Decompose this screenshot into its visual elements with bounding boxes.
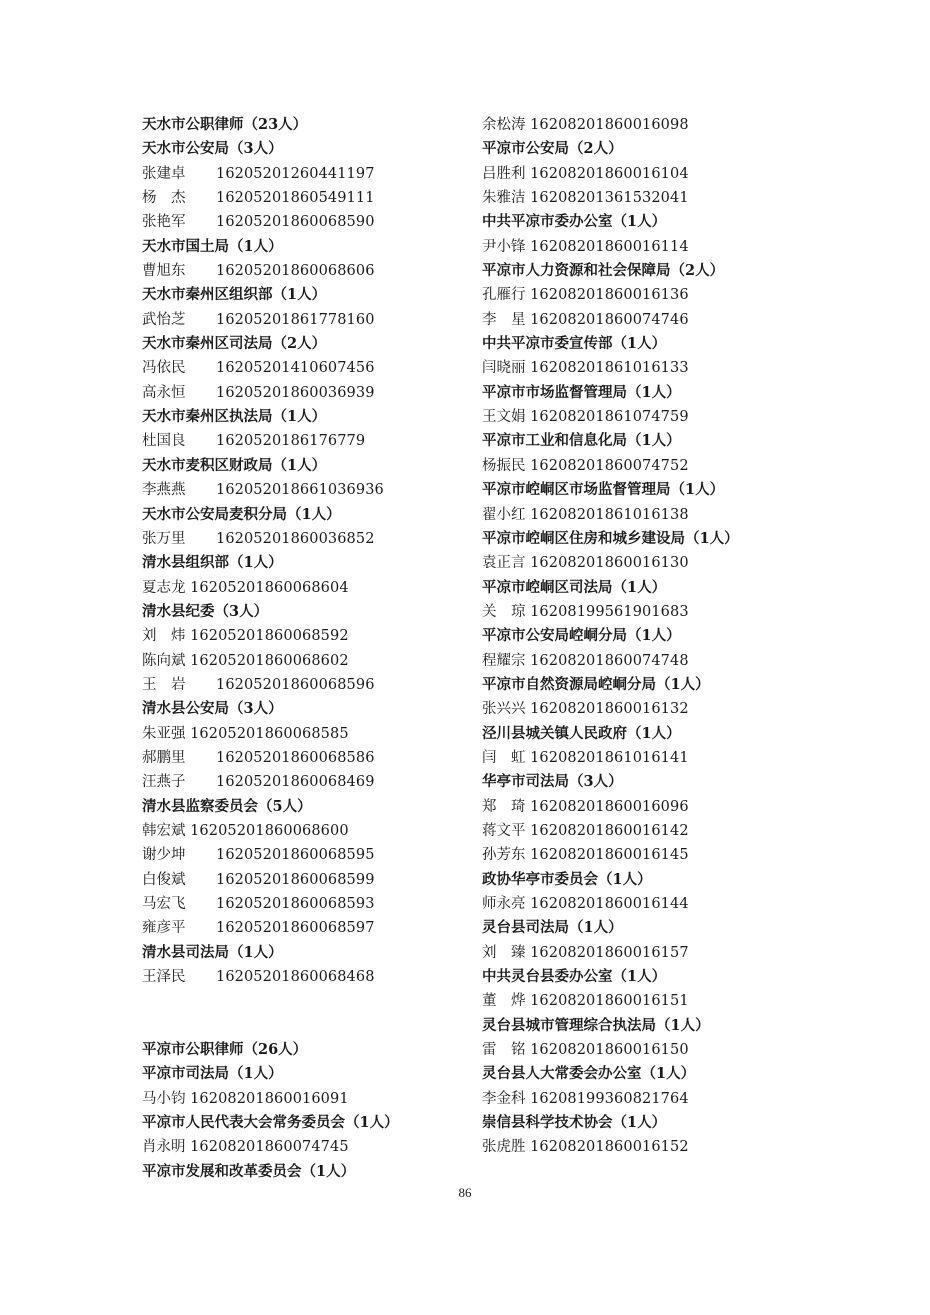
person-entry [482, 600, 922, 624]
person-name: 张万里 [142, 530, 186, 547]
section-heading: 崇信县科学技术协会（1人） [482, 1114, 667, 1132]
person-entry [482, 697, 922, 721]
section-heading: 灵台县司法局（1人） [482, 919, 623, 937]
person-entry [482, 746, 922, 770]
license-number: 16208201861016133 [530, 360, 689, 377]
license-number: 16205201410607456 [216, 360, 375, 377]
person-name: 师永亮 [482, 896, 526, 912]
person-name: 汪燕子 [142, 774, 186, 791]
license-number: 16208201860016151 [530, 993, 689, 1010]
person-name: 张艳军 [142, 214, 186, 231]
section-heading: 中共平凉市委办公室（1人） [482, 213, 667, 231]
person-name: 曹旭东 [142, 263, 186, 280]
person-name: 程耀宗 [482, 652, 526, 669]
license-number: 1620520186176779 [216, 433, 366, 450]
person-name: 郑 琦 [482, 798, 526, 815]
section-heading: 清水县监察委员会（5人） [142, 797, 312, 815]
section-heading: 天水市秦州区执法局（1人） [142, 408, 327, 426]
person-entry [482, 113, 922, 137]
person-entry [142, 381, 472, 405]
person-entry [482, 819, 922, 843]
license-number: 16205201860068597 [216, 920, 375, 937]
person-name: 杨振民 [482, 457, 526, 474]
section-heading: 天水市秦州区司法局（2人） [142, 335, 327, 353]
person-name: 马小钧 [142, 1090, 186, 1107]
license-number: 16205201860549111 [216, 190, 375, 207]
license-number: 16208201860016096 [530, 798, 689, 815]
person-entry [142, 478, 472, 502]
section-heading: 平凉市人力资源和社会保障局（2人） [482, 262, 725, 280]
person-entry [482, 989, 922, 1013]
person-entry [482, 1135, 922, 1159]
person-name: 韩宏斌 [142, 822, 186, 839]
person-name: 马宏飞 [142, 896, 186, 912]
license-number: 162052018661036936 [216, 482, 384, 499]
person-entry [142, 770, 472, 794]
license-number: 16205201860068590 [216, 214, 375, 231]
license-number: 16205201860068586 [216, 749, 375, 766]
person-entry [142, 819, 472, 843]
person-entry [482, 649, 922, 673]
license-number: 16208201860074745 [190, 1139, 349, 1156]
license-number: 16205201860068469 [216, 774, 375, 791]
section-heading: 平凉市自然资源局崆峒分局（1人） [482, 675, 710, 693]
license-number: 16205201860068596 [216, 676, 375, 693]
person-entry [482, 283, 922, 307]
license-number: 16208201860074752 [530, 457, 689, 474]
person-entry [142, 162, 472, 186]
license-number: 16208201860016152 [530, 1139, 689, 1156]
person-entry [142, 746, 472, 770]
person-name: 冯依民 [142, 360, 186, 377]
person-name: 孔雁行 [482, 287, 526, 304]
person-entry [482, 892, 922, 916]
person-name: 李金科 [482, 1090, 526, 1107]
person-name: 杨 杰 [142, 190, 186, 207]
license-number: 16208201860016132 [530, 701, 689, 718]
person-entry [482, 551, 922, 575]
person-name: 王文娟 [482, 409, 526, 426]
section-heading: 平凉市人民代表大会常务委员会（1人） [142, 1114, 399, 1132]
license-number: 16208201860016104 [530, 165, 689, 182]
section-heading: 政协华亭市委员会（1人） [482, 870, 652, 888]
person-entry [482, 454, 922, 478]
person-entry [142, 722, 472, 746]
right-column [482, 113, 922, 1160]
person-name: 高永恒 [142, 384, 186, 401]
license-number: 16208201860074746 [530, 311, 689, 328]
person-name: 蒋文平 [482, 822, 526, 839]
license-number: 16208201860016098 [530, 117, 689, 133]
license-number: 16205201860036939 [216, 384, 375, 401]
person-entry [142, 892, 472, 916]
person-entry [482, 235, 922, 259]
person-name: 雷 铭 [482, 1042, 526, 1059]
person-entry [482, 356, 922, 380]
section-heading: 平凉市公职律师（26人） [142, 1041, 308, 1059]
person-entry [142, 624, 472, 648]
person-name: 郝鹏里 [142, 749, 186, 766]
license-number: 16208201860016150 [530, 1042, 689, 1059]
person-name: 谢少坤 [142, 847, 186, 864]
section-heading: 灵台县人大常委会办公室（1人） [482, 1065, 696, 1083]
license-number: 16208199561901683 [530, 603, 689, 620]
person-entry [142, 308, 472, 332]
person-name: 刘 臻 [482, 944, 526, 961]
license-number: 16205201860068468 [216, 969, 375, 986]
person-name: 吕胜利 [482, 165, 526, 182]
person-name: 袁正言 [482, 555, 526, 572]
person-entry [142, 843, 472, 867]
section-heading: 天水市秦州区组织部（1人） [142, 286, 327, 304]
section-heading: 天水市公安局麦积分局（1人） [142, 505, 341, 523]
person-name: 董 烨 [482, 993, 526, 1010]
section-heading: 平凉市崆峒区司法局（1人） [482, 578, 667, 596]
person-name: 孙芳东 [482, 847, 526, 864]
license-number: 16205201860068593 [216, 896, 375, 912]
section-heading: 清水县公安局（3人） [142, 700, 283, 718]
license-number: 16208201860016142 [530, 822, 689, 839]
person-name: 张建卓 [142, 165, 186, 182]
person-name: 王 岩 [142, 676, 186, 693]
section-heading: 清水县组织部（1人） [142, 554, 283, 572]
license-number: 16208201860016130 [530, 555, 689, 572]
section-heading: 清水县纪委（3人） [142, 602, 269, 620]
person-name: 王泽民 [142, 969, 186, 986]
license-number: 16208201860074748 [530, 652, 689, 669]
license-number: 16208201860016091 [190, 1090, 349, 1107]
person-name: 陈向斌 [142, 652, 186, 669]
person-entry [482, 795, 922, 819]
person-entry [142, 356, 472, 380]
person-entry [482, 162, 922, 186]
person-entry [142, 649, 472, 673]
person-name: 闫晓丽 [482, 360, 526, 377]
person-name: 余松涛 [482, 117, 526, 133]
person-name: 尹小锋 [482, 238, 526, 255]
person-entry [482, 1087, 922, 1111]
person-entry [142, 916, 472, 940]
person-entry [482, 1038, 922, 1062]
person-name: 李 星 [482, 311, 526, 328]
person-name: 刘 炜 [142, 628, 186, 645]
person-name: 闫 虹 [482, 749, 526, 766]
license-number: 16205201260441197 [216, 165, 375, 182]
person-entry [142, 1135, 472, 1159]
section-heading: 平凉市公安局崆峒分局（1人） [482, 627, 681, 645]
license-number: 16208199360821764 [530, 1090, 689, 1107]
section-heading: 天水市公安局（3人） [142, 140, 283, 158]
person-entry [482, 941, 922, 965]
spacer [142, 989, 472, 1013]
license-number: 16208201361532041 [530, 190, 689, 207]
license-number: 16205201860068604 [190, 579, 349, 596]
person-name: 张兴兴 [482, 701, 526, 718]
person-entry [142, 210, 472, 234]
license-number: 16205201861778160 [216, 311, 375, 328]
section-heading: 平凉市市场监督管理局（1人） [482, 383, 681, 401]
person-name: 张虎胜 [482, 1139, 526, 1156]
section-heading: 灵台县城市管理综合执法局（1人） [482, 1016, 710, 1034]
license-number: 16205201860068592 [190, 628, 349, 645]
person-name: 杜国良 [142, 433, 186, 450]
license-number: 16208201860016114 [530, 238, 689, 255]
license-number: 16208201861074759 [530, 409, 689, 426]
spacer [142, 1014, 472, 1038]
license-number: 16205201860068599 [216, 871, 375, 888]
person-entry [142, 1087, 472, 1111]
license-number: 16205201860036852 [216, 530, 375, 547]
person-entry [142, 259, 472, 283]
person-entry [142, 673, 472, 697]
section-heading: 平凉市发展和改革委员会（1人） [142, 1162, 356, 1180]
person-entry [142, 965, 472, 989]
person-name: 白俊斌 [142, 871, 186, 888]
person-name: 夏志龙 [142, 579, 186, 596]
left-column [142, 113, 472, 1184]
person-name: 雍彦平 [142, 920, 186, 937]
person-entry [142, 186, 472, 210]
person-name: 翟小红 [482, 506, 526, 523]
person-name: 李燕燕 [142, 482, 186, 499]
license-number: 16208201861016138 [530, 506, 689, 523]
license-number: 16205201860068602 [190, 652, 349, 669]
section-heading: 天水市公职律师（23人） [142, 116, 308, 133]
section-heading: 天水市麦积区财政局（1人） [142, 456, 327, 474]
person-name: 朱亚强 [142, 725, 186, 742]
section-heading: 平凉市司法局（1人） [142, 1065, 283, 1083]
person-entry [142, 429, 472, 453]
person-name: 朱雅洁 [482, 190, 526, 207]
section-heading: 平凉市工业和信息化局（1人） [482, 432, 681, 450]
person-entry [142, 868, 472, 892]
person-entry [482, 186, 922, 210]
section-heading: 平凉市崆峒区住房和城乡建设局（1人） [482, 529, 739, 547]
section-heading: 清水县司法局（1人） [142, 943, 283, 961]
person-name: 肖永明 [142, 1139, 186, 1156]
license-number: 16208201860016157 [530, 944, 689, 961]
section-heading: 平凉市公安局（2人） [482, 140, 623, 158]
section-heading: 泾川县城关镇人民政府（1人） [482, 724, 681, 742]
person-entry [482, 843, 922, 867]
section-heading: 华亭市司法局（3人） [482, 773, 623, 791]
license-number: 16205201860068585 [190, 725, 349, 742]
license-number: 16208201861016141 [530, 749, 689, 766]
license-number: 16205201860068600 [190, 822, 349, 839]
license-number: 16208201860016136 [530, 287, 689, 304]
person-entry [142, 576, 472, 600]
license-number: 16205201860068606 [216, 263, 375, 280]
page-number: 86 [458, 1185, 472, 1200]
license-number: 16208201860016144 [530, 896, 689, 912]
person-entry [482, 405, 922, 429]
section-heading: 天水市国土局（1人） [142, 237, 283, 255]
section-heading: 中共平凉市委宣传部（1人） [482, 335, 667, 353]
person-entry [482, 503, 922, 527]
license-number: 16208201860016145 [530, 847, 689, 864]
person-name: 武怡芝 [142, 311, 186, 328]
section-heading: 平凉市崆峒区市场监督管理局（1人） [482, 481, 725, 499]
person-entry [482, 308, 922, 332]
section-heading: 中共灵台县委办公室（1人） [482, 968, 667, 986]
license-number: 16205201860068595 [216, 847, 375, 864]
person-entry [142, 527, 472, 551]
person-name: 关 琼 [482, 603, 526, 620]
